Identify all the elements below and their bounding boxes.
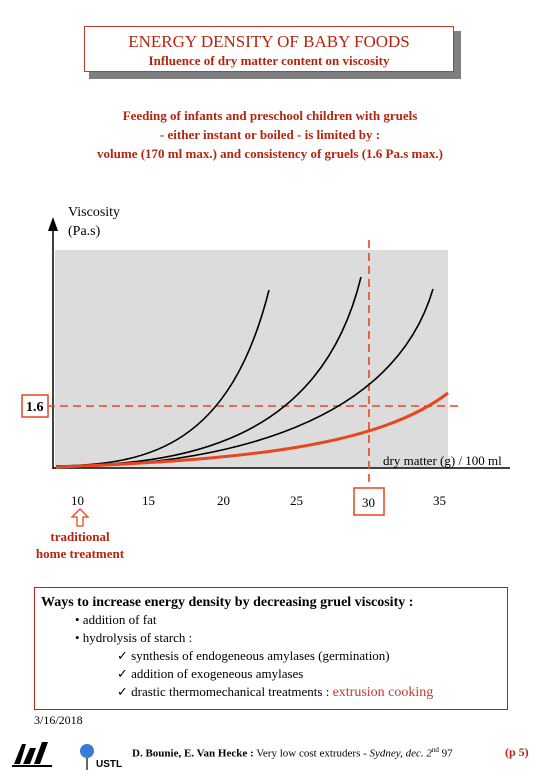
x-axis-label: dry matter (g) / 100 ml: [383, 453, 502, 468]
list-item: • hydrolysis of starch :: [75, 630, 193, 645]
footer-date: 3/16/2018: [34, 713, 83, 727]
annotation-line-1: traditional: [50, 529, 110, 544]
y-axis-arrow: [48, 217, 58, 231]
iaal-logo: [10, 738, 54, 770]
annotation-line-2: home treatment: [35, 546, 125, 561]
credit-event: Sydney, dec. 2: [369, 747, 432, 760]
logo-stroke-2: [23, 748, 36, 764]
x-tick-label: 25: [290, 493, 303, 508]
page-number: (p 5): [505, 745, 529, 759]
highlight-text: extrusion cooking: [332, 685, 434, 700]
credit-authors: D. Bounie, E. Van Hecke :: [132, 747, 254, 760]
list-item: [117, 683, 507, 702]
up-arrow-icon: [72, 509, 88, 526]
list-item: • addition of fat: [75, 612, 157, 627]
credit-year: 97: [441, 747, 453, 760]
page-title: ENERGY DENSITY OF BABY FOODS: [128, 32, 410, 51]
credit-sup: nd: [431, 746, 439, 754]
page-subtitle: Influence of dry matter content on viscosity: [148, 53, 390, 68]
list-item-text: ✓ drastic thermomechanical treatments :: [117, 684, 330, 699]
logo-stroke-1: [14, 744, 26, 764]
x-tick-label: 30: [362, 495, 375, 510]
x-tick-label: 35: [433, 493, 446, 508]
intro-text: [10, 106, 530, 163]
viscosity-chart: [0, 195, 540, 565]
footer-credit: [132, 746, 453, 760]
credit-text: Very low cost extruders -: [256, 747, 367, 760]
ways-title: Ways to increase energy density by decreasing gruel viscosity :: [41, 595, 414, 610]
intro-line-1: Feeding of infants and preschool children with gruels: [122, 108, 418, 123]
x-tick-label: 20: [217, 493, 230, 508]
x-tick-label: 10: [71, 493, 84, 508]
ustl-logo: [78, 742, 128, 772]
intro-line-2: - either instant or boiled - is limited by :: [159, 127, 381, 142]
list-item: ✓ addition of exogeneous amylases: [117, 666, 304, 681]
title-box: [84, 26, 454, 72]
logo-circle-icon: [80, 744, 94, 758]
y-axis-label-line-2: (Pa.s): [68, 224, 101, 239]
y-axis-label-line-1: Viscosity: [68, 205, 121, 220]
list-item: ✓ synthesis of endogeneous amylases (germination): [117, 648, 390, 663]
ustl-logo-text: USTL: [96, 759, 123, 770]
intro-line-3: volume (170 ml max.) and consistency of gruels (1.6 Pa.s max.): [97, 146, 443, 161]
ways-box: [34, 587, 508, 710]
x-tick-label: 15: [142, 493, 155, 508]
chart-panel: [55, 250, 448, 467]
logo-stroke-3: [34, 742, 48, 764]
threshold-label: 1.6: [26, 400, 44, 415]
